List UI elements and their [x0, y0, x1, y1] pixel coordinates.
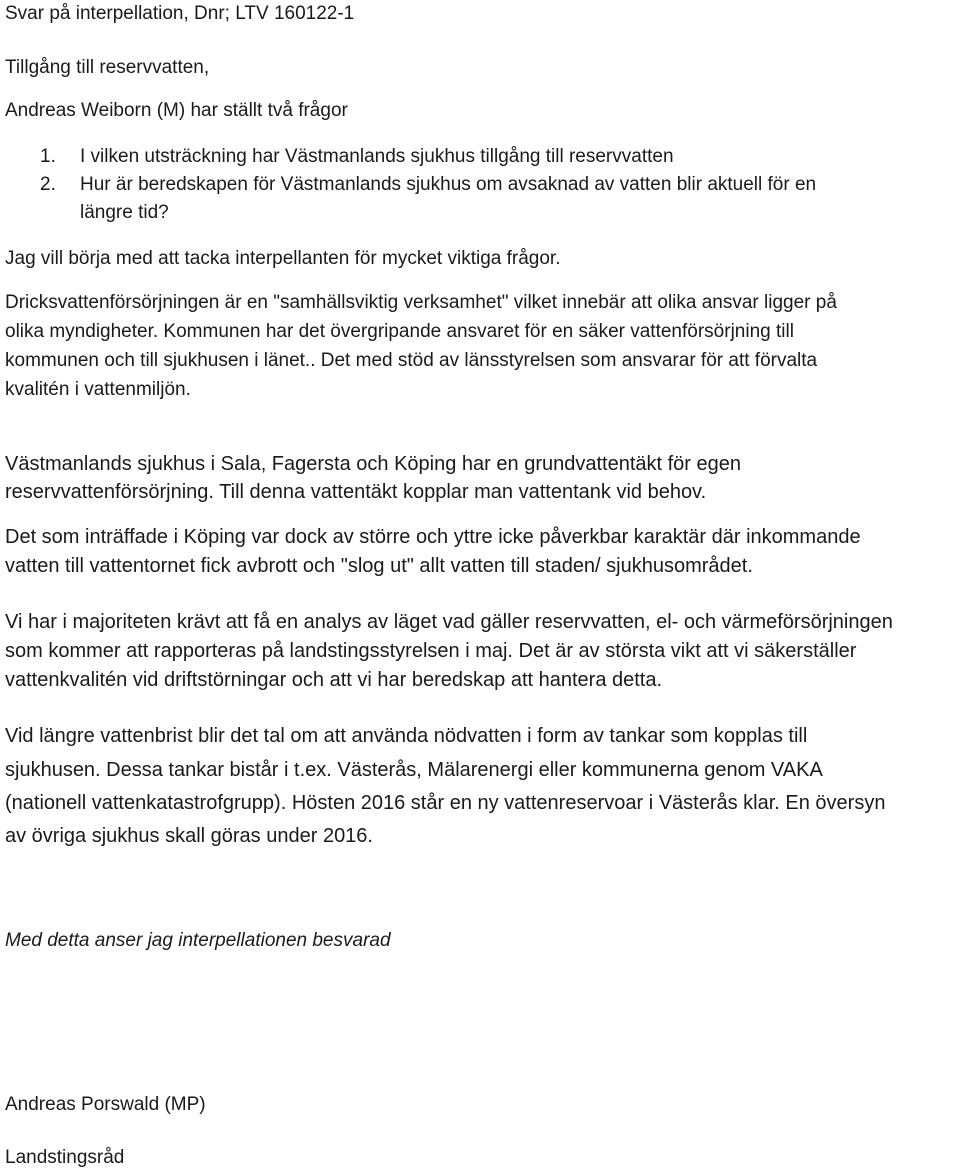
paragraph-line: kvalitén i vattenmiljön. — [5, 379, 191, 400]
paragraph-line: (nationell vattenkatastrofgrupp). Hösten 2016 står en ny vattenreservoar i Västerås klar. En översyn — [5, 792, 886, 814]
document-subject: Tillgång till reservvatten, — [5, 57, 210, 78]
paragraph-line: Västmanlands sjukhus i Sala, Fagersta och Köping har en grundvattentäkt för egen — [5, 453, 742, 475]
document-heading: Svar på interpellation, Dnr; LTV 160122-1 — [5, 3, 355, 24]
signature-title: Landstingsråd — [5, 1147, 125, 1168]
paragraph-line: reservvattenförsörjning. Till denna vattentäkt kopplar man vattentank vid behov. — [5, 481, 707, 503]
paragraph-line: vattenkvalitén vid driftstörningar och att vi har beredskap att hantera detta. — [5, 669, 663, 691]
paragraph-line: olika myndigheter. Kommunen har det övergripande ansvaret för en säker vattenförsörjning till — [5, 321, 794, 342]
question-number: 2. — [40, 174, 56, 195]
question-number: 1. — [40, 146, 56, 167]
signature-name: Andreas Porswald (MP) — [5, 1094, 206, 1115]
paragraph-line: Vid längre vattenbrist blir det tal om att använda nödvatten i form av tankar som kopplas till — [5, 725, 808, 747]
question-text: Hur är beredskapen för Västmanlands sjukhus om avsaknad av vatten blir aktuell för en — [80, 174, 817, 195]
paragraph-line: av övriga sjukhus skall göras under 2016. — [5, 825, 373, 847]
question-1 — [40, 145, 674, 169]
document-intro: Andreas Weiborn (M) har ställt två frågor — [5, 100, 348, 121]
paragraph-line: Vi har i majoriteten krävt att få en analys av läget vad gäller reservvatten, el- och värmeförsörjningen — [5, 611, 893, 633]
question-text: I vilken utsträckning har Västmanlands sjukhus tillgång till reservvatten — [80, 146, 674, 167]
question-2 — [40, 173, 816, 197]
question-2-continuation: längre tid? — [80, 202, 169, 223]
paragraph-line: vatten till vattentornet fick avbrott och "slog ut" allt vatten till staden/ sjukhusområdet. — [5, 555, 753, 577]
paragraph-line: Det som inträffade i Köping var dock av större och yttre icke påverkbar karaktär där inkommande — [5, 526, 861, 548]
thanks-line: Jag vill börja med att tacka interpellanten för mycket viktiga frågor. — [5, 248, 561, 269]
paragraph-line: sjukhusen. Dessa tankar bistår i t.ex. Västerås, Mälarenergi eller kommunerna genom VAKA — [5, 759, 823, 781]
closing-statement: Med detta anser jag interpellationen besvarad — [5, 930, 391, 951]
paragraph-line: kommunen och till sjukhusen i länet.. Det med stöd av länsstyrelsen som ansvarar för att förvalta — [5, 350, 818, 371]
paragraph-line: som kommer att rapporteras på landstingsstyrelsen i maj. Det är av största vikt att vi säkerställer — [5, 640, 857, 662]
paragraph-line: Dricksvattenförsörjningen är en "samhällsviktig verksamhet" vilket innebär att olika ansvar ligger på — [5, 292, 837, 313]
